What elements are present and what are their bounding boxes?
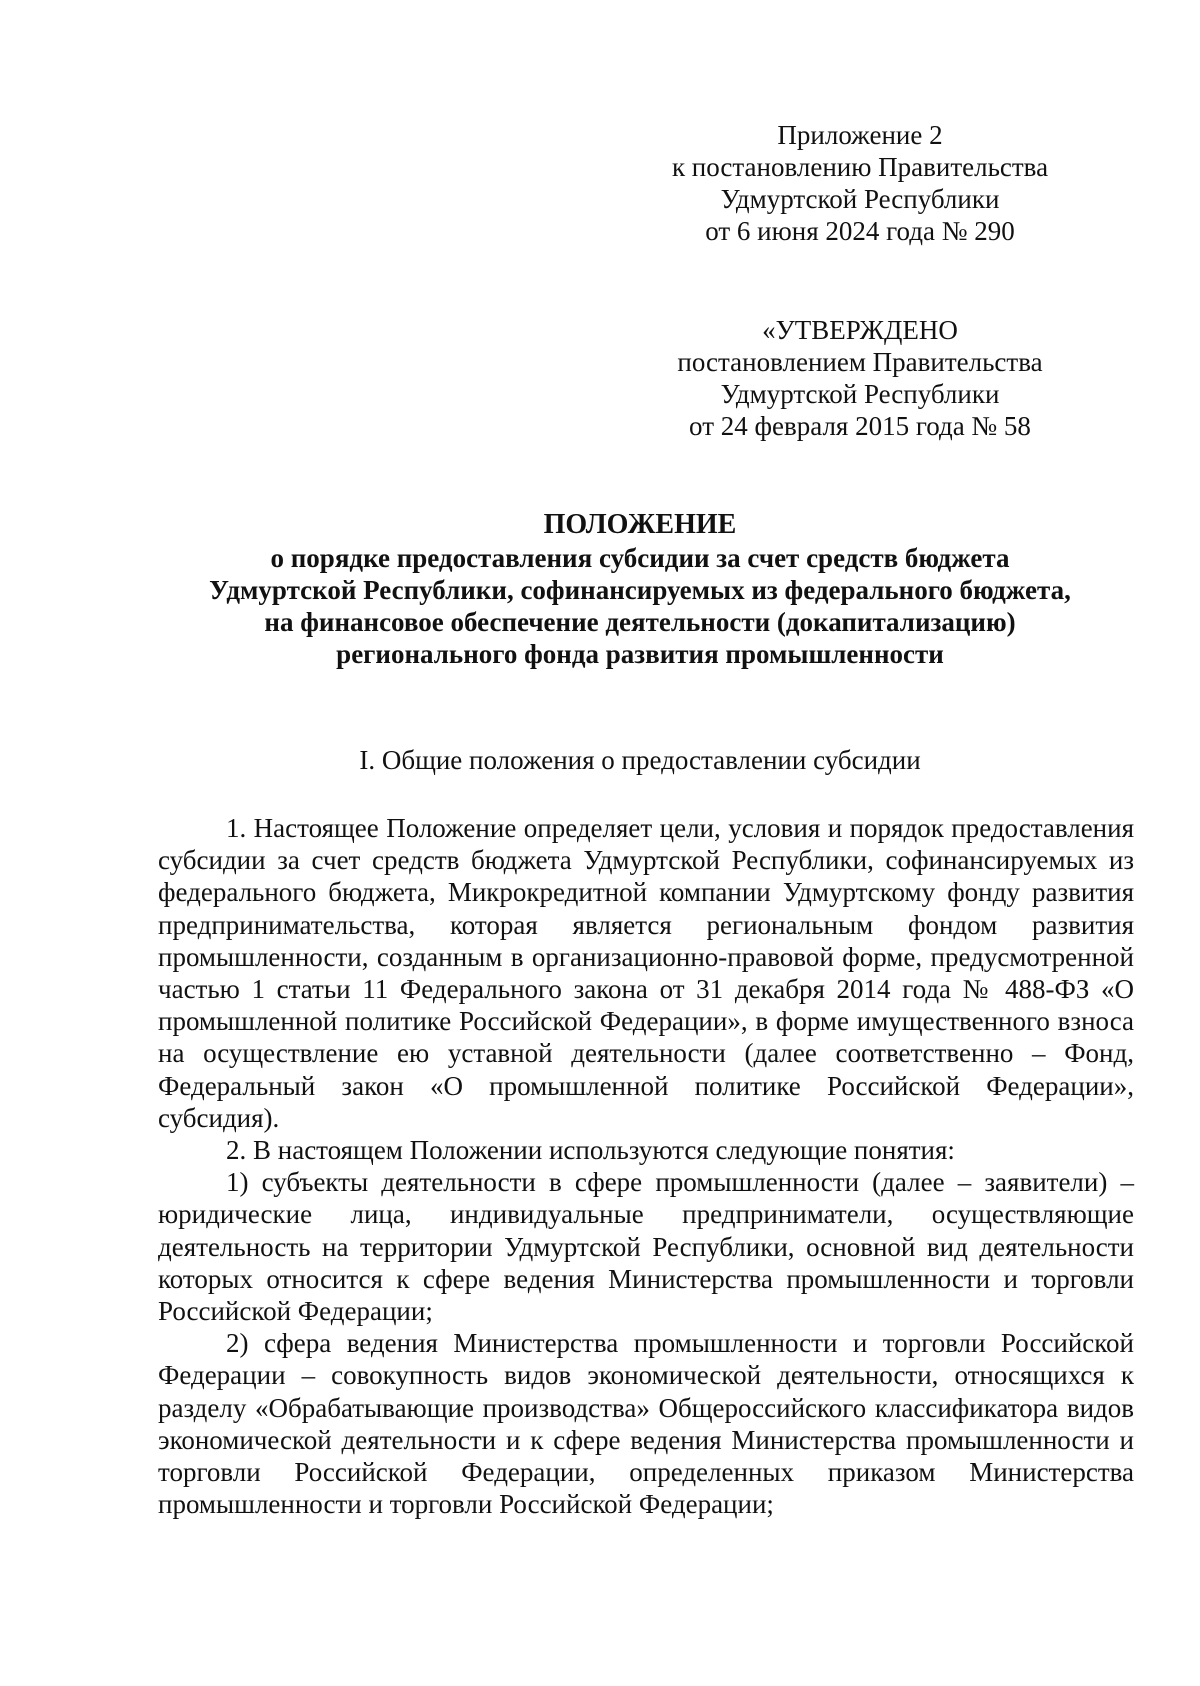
annex-line-1: Приложение 2 [777, 120, 943, 150]
title-line-2: Удмуртской Республики, софинансируемых из федерального бюджета, [209, 575, 1071, 605]
paragraph-1: 1. Настоящее Положение определяет цели, условия и порядок предоставления субсидии за счет средств бюджета Удмуртской Республики, софинансируемых из федерального бюджета, Микрокредитной компании Удмуртскому фонду развития предпринимательства, которая является региональным фондом развития промышленности, созданным в организационно-правовой форме, предусмотренной частью 1 статьи 11 Федерального закона от 31 декабря 2014 года № 488-ФЗ «О промышленной политике Российской Федерации», в форме имущественного взноса на осуществление ею уставной деятельности (далее соответственно – Фонд, Федеральный закон «О промышленной политике Российской Федерации», субсидия). [158, 813, 1134, 1133]
document-title [150, 509, 1130, 670]
title-main: ПОЛОЖЕНИЕ [543, 509, 737, 540]
paragraph-4: 2) сфера ведения Министерства промышленности и торговли Российской Федерации – совокупность видов экономической деятельности, относящихся к разделу «Обрабатывающие производства» Общероссийского классификатора видов экономической деятельности и к сфере ведения Министерства промышленности и торговли Российской Федерации, определенных приказом Министерства промышленности и торговли Российской Федерации; [158, 1328, 1134, 1520]
annex-line-2: к постановлению Правительства [671, 152, 1049, 182]
approval-line-4: от 24 февраля 2015 года № 58 [689, 411, 1031, 441]
approval-header [640, 314, 1080, 442]
title-line-3: на финансовое обеспечение деятельности (докапитализацию) [264, 607, 1016, 637]
approval-line-1: «УТВЕРЖДЕНО [762, 315, 958, 345]
annex-header [640, 119, 1080, 247]
section-heading: I. Общие положения о предоставлении субсидии [359, 745, 921, 775]
approval-line-2: постановлением Правительства [677, 347, 1043, 377]
title-line-1: о порядке предоставления субсидии за счет средств бюджета [270, 543, 1010, 573]
paragraph-2: 2. В настоящем Положении используются следующие понятия: [226, 1135, 955, 1166]
approval-line-3: Удмуртской Республики [720, 379, 1000, 409]
document-body [158, 812, 1134, 1520]
annex-line-4: от 6 июня 2024 года № 290 [705, 216, 1015, 246]
paragraph-3: 1) субъекты деятельности в сфере промышленности (далее – заявители) – юридические лица, индивидуальные предприниматели, осуществляющие деятельность на территории Удмуртской Республики, основной вид деятельности которых относится к сфере ведения Министерства промышленности и торговли Российской Федерации; [158, 1167, 1134, 1327]
title-line-4: регионального фонда развития промышленности [336, 639, 944, 669]
annex-line-3: Удмуртской Республики [720, 184, 1000, 214]
